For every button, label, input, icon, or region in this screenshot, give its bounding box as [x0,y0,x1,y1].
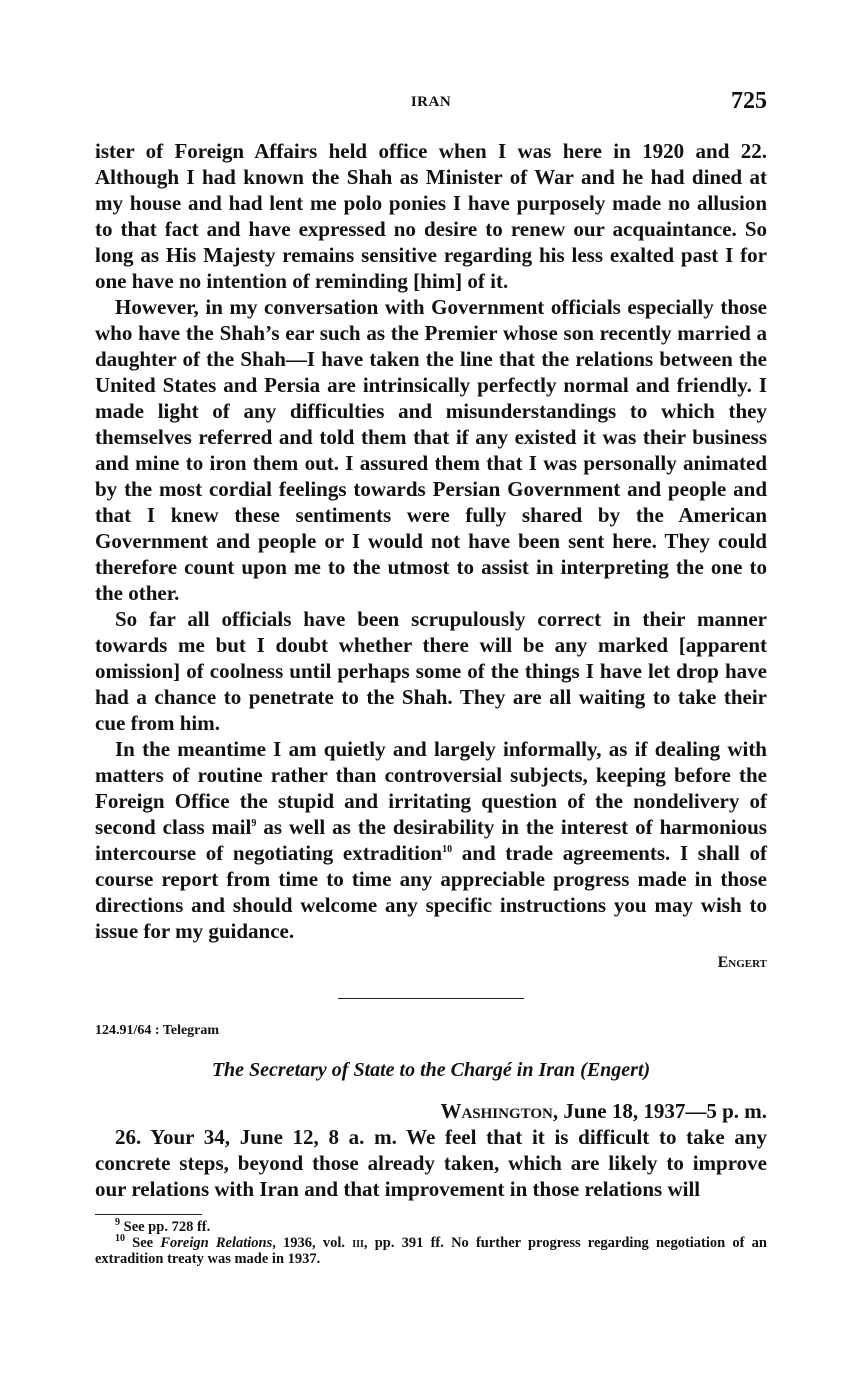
telegram-text: 26. Your 34, June 12, 8 a. m. We feel that it is difficult to take any concrete steps, beyond those already taken, which are likely to improve our relations with Iran and that improvement in those relations will [95,1125,767,1201]
paragraph-2: However, in my conversation with Government officials especially those who have the Shah’s ear such as the Premier whose son recently married a daughter of the Shah—I have taken the line that the relations between the United States and Persia are intrinsically perfectly normal and friendly. I made light of any difficulties and misunderstandings to which they themselves referred and told them that if any existed it was their business and mine to iron them out. I assured them that I was personally animated by the most cordial feelings towards Persian Government and people and that I knew these sentiments were fully shared by the American Government and people or I would not have been sent here. They could therefore count upon me to the utmost to assist in interpreting the one to the other. [95,295,767,605]
body-text [95,138,767,1202]
footnote-ref-9: 9 [251,818,257,829]
page-header [95,90,767,120]
dateline [95,1098,767,1124]
footnote-9-text: See pp. 728 ff. [120,1219,211,1235]
footnote-10-pre: See [125,1235,161,1251]
paragraph-1: ister of Foreign Affairs held office when I was here in 1920 and 22. Although I had known the Shah as Minister of War and he had dined at my house and had lent me polo ponies I have purposely made no allusion to that fact and have expressed no desire to renew our acquaintance. So long as His Majesty remains sensitive regarding his less exalted past I for one have no intention of reminding [him] of it. [95,139,767,293]
dateline-place: Washington [440,1099,553,1123]
running-title: IRAN [410,94,452,110]
paragraph-3: So far all officials have been scrupulously correct in their manner towards me but I doubt whether there will be any marked [apparent omission] of coolness until perhaps some of the things I have let drop have had a chance to penetrate to the Shah. They are all waiting to take their cue from him. [95,607,767,735]
footnote-10-volume: iii [352,1235,364,1251]
footnote-10 [95,1235,767,1267]
footnote-10-italic: Foreign Relations [160,1235,273,1251]
document-title: The Secretary of State to the Chargé in Iran (Engert) [211,1059,651,1081]
footnotes [95,1214,767,1267]
paragraph-4-part-1: In the meantime I am quietly and largely informally, as if dealing with matters of routine rather than controversial subjects, keeping before the Foreign Office the stupid and irritating question of the nondelivery of second class mail [95,737,767,839]
dateline-date: , June 18, 1937—5 p. m. [552,1099,767,1123]
footnote-9 [95,1219,767,1235]
footnote-10-post: , pp. 391 ff. No further progress regarding negotiation of an extradition treaty was made in 1937. [95,1235,767,1267]
footnote-rule [95,1214,202,1215]
footnote-ref-10: 10 [442,844,453,855]
paragraph-4 [95,736,767,944]
footnote-10-mid: , 1936, vol. [272,1235,353,1251]
paragraph-4-part-2: as well as the desirability in the interest of harmonious intercourse of negotiating extradition [95,815,767,865]
footnote-10-mark: 10 [115,1233,125,1245]
file-number: 124.91/64 : Telegram [95,1023,220,1038]
footnote-9-mark: 9 [115,1217,120,1229]
paragraph-4-part-3: and trade agreements. I shall of course report from time to time any appreciable progress made in those directions and should welcome any specific instructions you may wish to issue for my guidance. [95,841,767,943]
signature: Engert [717,954,767,971]
section-divider [338,998,524,999]
page-number: 725 [731,88,767,114]
